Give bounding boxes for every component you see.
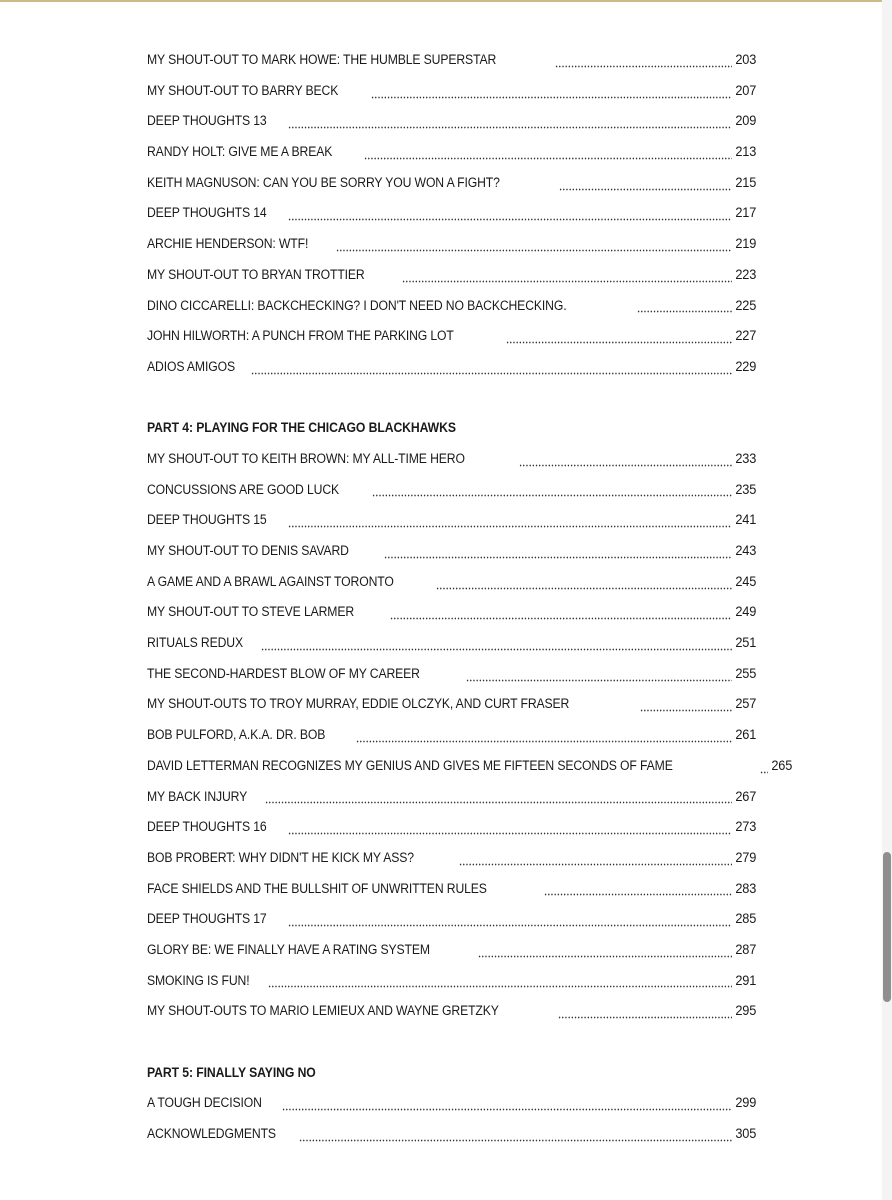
toc-entry-page-number: 245 bbox=[735, 573, 756, 590]
toc-entry-title: KEITH MAGNUSON: CAN YOU BE SORRY YOU WON A FIGHT? bbox=[147, 174, 500, 191]
toc-entry-page-number: 229 bbox=[735, 358, 756, 375]
toc-entry[interactable] bbox=[147, 874, 756, 905]
dot-leader bbox=[559, 188, 732, 191]
toc-entry[interactable] bbox=[147, 291, 756, 322]
toc-entry-page-number: 225 bbox=[735, 297, 756, 314]
dot-leader bbox=[364, 157, 731, 160]
dot-leader bbox=[371, 96, 731, 99]
dot-leader bbox=[466, 679, 731, 682]
toc-entry-title: DAVID LETTERMAN RECOGNIZES MY GENIUS AND GIVES ME FIFTEEN SECONDS OF FAME bbox=[147, 757, 673, 774]
toc-entry[interactable] bbox=[147, 536, 756, 567]
toc-entry-page-number: 305 bbox=[735, 1126, 756, 1143]
toc-entry-page-number: 291 bbox=[735, 972, 756, 989]
toc-entry[interactable] bbox=[147, 260, 756, 291]
dot-leader bbox=[555, 65, 732, 68]
toc-entry-page-number: 273 bbox=[735, 819, 756, 836]
toc-entry-page-number: 251 bbox=[735, 635, 756, 652]
toc-entry[interactable] bbox=[147, 106, 756, 137]
toc-entry-title: DINO CICCARELLI: BACKCHECKING? I DON'T NEED NO BACKCHECKING. bbox=[147, 297, 567, 314]
toc-entry-title: RANDY HOLT: GIVE ME A BREAK bbox=[147, 144, 333, 161]
toc-entry-page-number: 219 bbox=[735, 236, 756, 253]
toc-entry[interactable] bbox=[147, 45, 756, 76]
part-heading-text: PART 4: PLAYING FOR THE CHICAGO BLACKHAWKS bbox=[147, 420, 456, 437]
section-gap bbox=[147, 383, 756, 414]
toc-entry-title: FACE SHIELDS AND THE BULLSHIT OF UNWRITTEN RULES bbox=[147, 880, 487, 897]
toc-entry[interactable] bbox=[147, 168, 756, 199]
dot-leader bbox=[336, 249, 731, 252]
dot-leader bbox=[544, 893, 732, 896]
dot-leader bbox=[402, 280, 732, 283]
dot-leader bbox=[288, 832, 732, 835]
toc-entry-page-number: 227 bbox=[735, 328, 756, 345]
toc-entry[interactable] bbox=[147, 812, 756, 843]
dot-leader bbox=[558, 1016, 732, 1019]
toc-entry-page-number: 295 bbox=[735, 1003, 756, 1020]
toc-entry-title: CONCUSSIONS ARE GOOD LUCK bbox=[147, 481, 340, 498]
toc-entry-title: ADIOS AMIGOS bbox=[147, 358, 235, 375]
toc-entry-page-number: 209 bbox=[735, 113, 756, 130]
dot-leader bbox=[299, 1139, 732, 1142]
dot-leader bbox=[268, 985, 732, 988]
toc-entry[interactable] bbox=[147, 352, 756, 383]
dot-leader bbox=[288, 525, 732, 528]
toc-entry-page-number: 213 bbox=[735, 144, 756, 161]
dot-leader bbox=[384, 556, 732, 559]
toc-entry-page-number: 265 bbox=[771, 757, 793, 774]
scrollbar[interactable] bbox=[882, 0, 892, 1200]
toc-entry[interactable] bbox=[147, 321, 756, 352]
toc-entry[interactable] bbox=[147, 720, 756, 751]
toc-entry[interactable] bbox=[147, 229, 756, 260]
toc-entry[interactable] bbox=[147, 505, 756, 536]
dot-leader bbox=[261, 648, 732, 651]
toc-entry-page-number: 267 bbox=[735, 788, 756, 805]
dot-leader bbox=[637, 310, 732, 313]
section-gap bbox=[147, 1027, 756, 1058]
toc-entry[interactable] bbox=[147, 76, 756, 107]
toc-entry-title: RITUALS REDUX bbox=[147, 635, 243, 652]
table-of-contents bbox=[147, 45, 793, 1150]
toc-entry-title: JOHN HILWORTH: A PUNCH FROM THE PARKING LOT bbox=[147, 328, 454, 345]
toc-entry-title: ARCHIE HENDERSON: WTF! bbox=[147, 236, 309, 253]
toc-entry-page-number: 287 bbox=[735, 941, 756, 958]
toc-entry-title: DEEP THOUGHTS 14 bbox=[147, 205, 267, 222]
toc-entry-page-number: 279 bbox=[735, 849, 756, 866]
toc-entry-page-number: 235 bbox=[735, 481, 756, 498]
toc-entry[interactable] bbox=[147, 198, 756, 229]
toc-entry-title: SMOKING IS FUN! bbox=[147, 972, 250, 989]
dot-leader bbox=[760, 771, 768, 774]
dot-leader bbox=[288, 218, 732, 221]
toc-entry[interactable] bbox=[147, 137, 756, 168]
part-heading bbox=[147, 1058, 756, 1089]
toc-entry[interactable] bbox=[147, 935, 756, 966]
toc-entry[interactable] bbox=[147, 782, 756, 813]
toc-entry[interactable] bbox=[147, 628, 756, 659]
toc-entry-page-number: 299 bbox=[735, 1095, 756, 1112]
toc-entry[interactable] bbox=[147, 1119, 756, 1150]
toc-entry[interactable] bbox=[147, 659, 756, 690]
part-heading bbox=[147, 413, 756, 444]
dot-leader bbox=[519, 464, 732, 467]
toc-entry[interactable] bbox=[147, 904, 756, 935]
toc-entry-page-number: 241 bbox=[735, 512, 756, 529]
toc-entry-title: A GAME AND A BRAWL AGAINST TORONTO bbox=[147, 573, 394, 590]
toc-entry-title: THE SECOND-HARDEST BLOW OF MY CAREER bbox=[147, 665, 420, 682]
toc-entry[interactable] bbox=[147, 689, 756, 720]
dot-leader bbox=[356, 740, 732, 743]
toc-entry-page-number: 255 bbox=[735, 665, 756, 682]
dot-leader bbox=[251, 372, 732, 375]
toc-entry-title: MY SHOUT-OUT TO STEVE LARMER bbox=[147, 604, 355, 621]
toc-entry[interactable] bbox=[147, 1088, 756, 1119]
toc-entry-page-number: 261 bbox=[735, 727, 756, 744]
toc-entry[interactable] bbox=[147, 475, 756, 506]
dot-leader bbox=[265, 801, 731, 804]
toc-entry-title: MY BACK INJURY bbox=[147, 788, 248, 805]
toc-entry-title: ACKNOWLEDGMENTS bbox=[147, 1126, 276, 1143]
toc-entry-title: DEEP THOUGHTS 17 bbox=[147, 911, 267, 928]
toc-entry[interactable] bbox=[147, 567, 756, 598]
toc-entry-title: A TOUGH DECISION bbox=[147, 1095, 262, 1112]
part-heading-text: PART 5: FINALLY SAYING NO bbox=[147, 1064, 316, 1081]
toc-entry-page-number: 203 bbox=[735, 52, 756, 68]
toc-entry-title: DEEP THOUGHTS 15 bbox=[147, 512, 267, 529]
toc-entry-page-number: 217 bbox=[735, 205, 756, 222]
toc-entry[interactable] bbox=[147, 966, 756, 997]
toc-entry[interactable] bbox=[147, 597, 756, 628]
dot-leader bbox=[436, 587, 732, 590]
top-rule bbox=[0, 0, 892, 2]
toc-entry-title: MY SHOUT-OUT TO BARRY BECK bbox=[147, 82, 339, 99]
toc-entry-title: MY SHOUT-OUTS TO MARIO LEMIEUX AND WAYNE GRETZKY bbox=[147, 1003, 499, 1020]
dot-leader bbox=[459, 863, 731, 866]
dot-leader bbox=[478, 955, 732, 958]
toc-entry-title: MY SHOUT-OUTS TO TROY MURRAY, EDDIE OLCZYK, AND CURT FRASER bbox=[147, 696, 570, 713]
toc-entry-title: DEEP THOUGHTS 13 bbox=[147, 113, 267, 130]
toc-entry-title: MY SHOUT-OUT TO DENIS SAVARD bbox=[147, 543, 349, 559]
toc-entry[interactable] bbox=[147, 843, 756, 874]
toc-entry-page-number: 257 bbox=[735, 696, 756, 713]
toc-entry-page-number: 233 bbox=[735, 450, 756, 467]
dot-leader bbox=[506, 341, 732, 344]
dot-leader bbox=[390, 617, 732, 620]
dot-leader bbox=[288, 924, 732, 927]
toc-entry-page-number: 249 bbox=[735, 604, 756, 621]
dot-leader bbox=[640, 709, 732, 712]
toc-entry-title: BOB PROBERT: WHY DIDN'T HE KICK MY ASS? bbox=[147, 849, 414, 866]
dot-leader bbox=[282, 1108, 731, 1111]
toc-entry[interactable] bbox=[147, 444, 756, 475]
toc-entry-title: BOB PULFORD, A.K.A. DR. BOB bbox=[147, 727, 326, 744]
toc-entry[interactable] bbox=[147, 751, 793, 782]
dot-leader bbox=[372, 494, 731, 497]
toc-entry[interactable] bbox=[147, 996, 756, 1027]
scrollbar-thumb[interactable] bbox=[883, 852, 891, 1002]
toc-entry-page-number: 283 bbox=[735, 880, 756, 897]
toc-entry-page-number: 223 bbox=[735, 266, 756, 283]
dot-leader bbox=[288, 126, 732, 129]
toc-entry-title: MY SHOUT-OUT TO KEITH BROWN: MY ALL-TIME HERO bbox=[147, 450, 465, 467]
toc-entry-page-number: 215 bbox=[735, 174, 756, 191]
toc-entry-title: MY SHOUT-OUT TO MARK HOWE: THE HUMBLE SUPERSTAR bbox=[147, 52, 497, 68]
toc-entry-page-number: 243 bbox=[735, 543, 756, 559]
toc-entry-title: MY SHOUT-OUT TO BRYAN TROTTIER bbox=[147, 266, 365, 283]
toc-entry-title: GLORY BE: WE FINALLY HAVE A RATING SYSTEM bbox=[147, 941, 430, 958]
toc-entry-title: DEEP THOUGHTS 16 bbox=[147, 819, 267, 836]
toc-entry-page-number: 285 bbox=[735, 911, 756, 928]
toc-entry-page-number: 207 bbox=[735, 82, 756, 99]
